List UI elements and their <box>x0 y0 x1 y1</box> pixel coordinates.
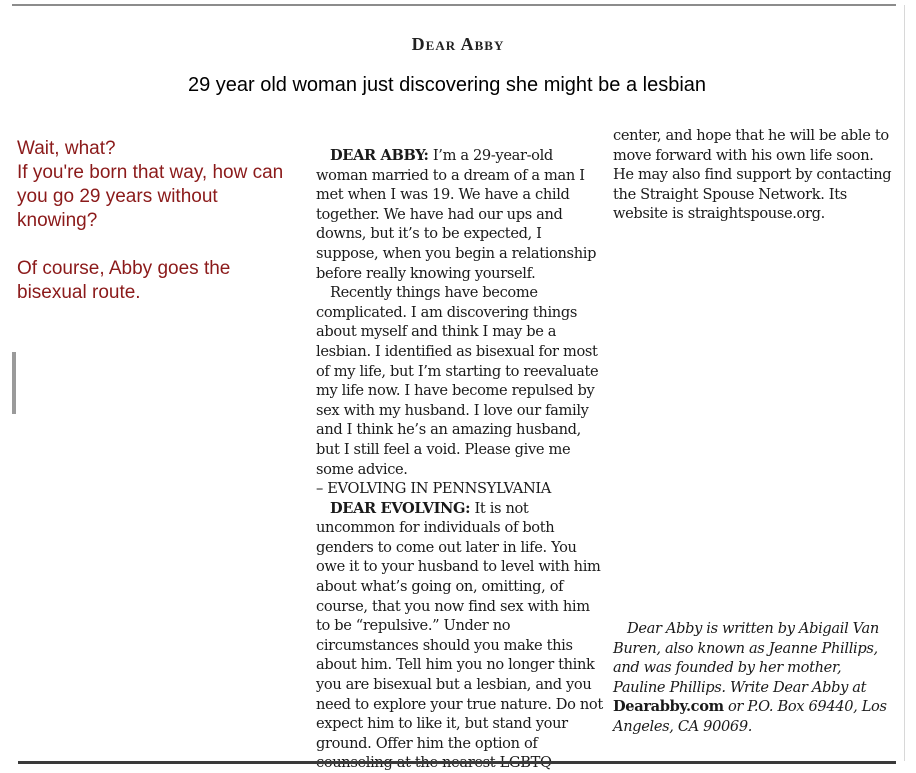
headline: 29 year old woman just discovering she might be a lesbian <box>187 74 707 96</box>
bio-text-before: Dear Abby is written by Abigail Van Buren, also known as Jeanne Phillips, and was founded by her mother, Pauline Phillips. Write Dear Abby at <box>613 620 879 696</box>
author-bio <box>613 619 895 737</box>
reply-text-1: It is not uncommon for individuals of both genders to come out later in life. You owe it to your husband to level with him about what’s going on, omitting, of course, that you now find sex with him to be “repulsive.” Under no circumstances should you make this about him. Tell him you no longer think you are bisexual but a lesbian, and you need to explore your true nature. Do not expect him to like it, but stand your ground. Offer him the option of <box>316 499 603 752</box>
column-name: Dear Abby <box>411 34 505 54</box>
right-border <box>904 5 905 761</box>
commentary-line-3: Of course, Abby goes the bisexual route. <box>17 258 231 303</box>
bottom-rule <box>18 761 896 764</box>
reply-paragraph-1 <box>316 499 606 773</box>
commentary-gap <box>17 233 299 257</box>
bio-text-after: or P.O. Box 69440, Los Angeles, CA 90069. <box>613 698 887 735</box>
scroll-marker <box>12 352 16 414</box>
article-column-2 <box>613 126 895 224</box>
commentary-note <box>17 137 299 305</box>
reply-salutation: DEAR EVOLVING: <box>330 499 471 517</box>
commentary-line-1: Wait, what? <box>17 138 116 159</box>
letter-text-1: I’m a 29-year-old woman married to a dream of a man I met when I was 19. We have a child together. We have had our ups and downs, but it’s to be expected, I suppose, when you begin a relationship before really knowing yourself. <box>316 147 597 282</box>
letter-signoff: – EVOLVING IN PENNSYLVANIA <box>316 480 552 498</box>
bio-paragraph <box>613 619 895 737</box>
top-rule <box>12 4 896 6</box>
bio-website: Dearabby.com <box>613 698 724 716</box>
article-column-1 <box>316 146 606 773</box>
letter-paragraph-2: Recently things have become complicated. I am discovering things about myself and think I may be a lesbian. I identified as bisexual for most of my life, but I’m starting to reevaluate my life now. I have become repulsed by sex with my husband. I love our family and I think he’s an amazing husband, but I still feel a void. Please give me some advice. <box>316 284 599 478</box>
reply-paragraph-2: center, and hope that he will be able to move forward with his own life soon. He may also find support by contacting the Straight Spouse Network. Its website is straightspouse.org. <box>613 127 892 223</box>
letter-paragraph-1 <box>316 146 606 283</box>
letter-salutation: DEAR ABBY: <box>330 147 429 164</box>
commentary-line-2: If you're born that way, how can you go 29 years without knowing? <box>17 162 284 231</box>
